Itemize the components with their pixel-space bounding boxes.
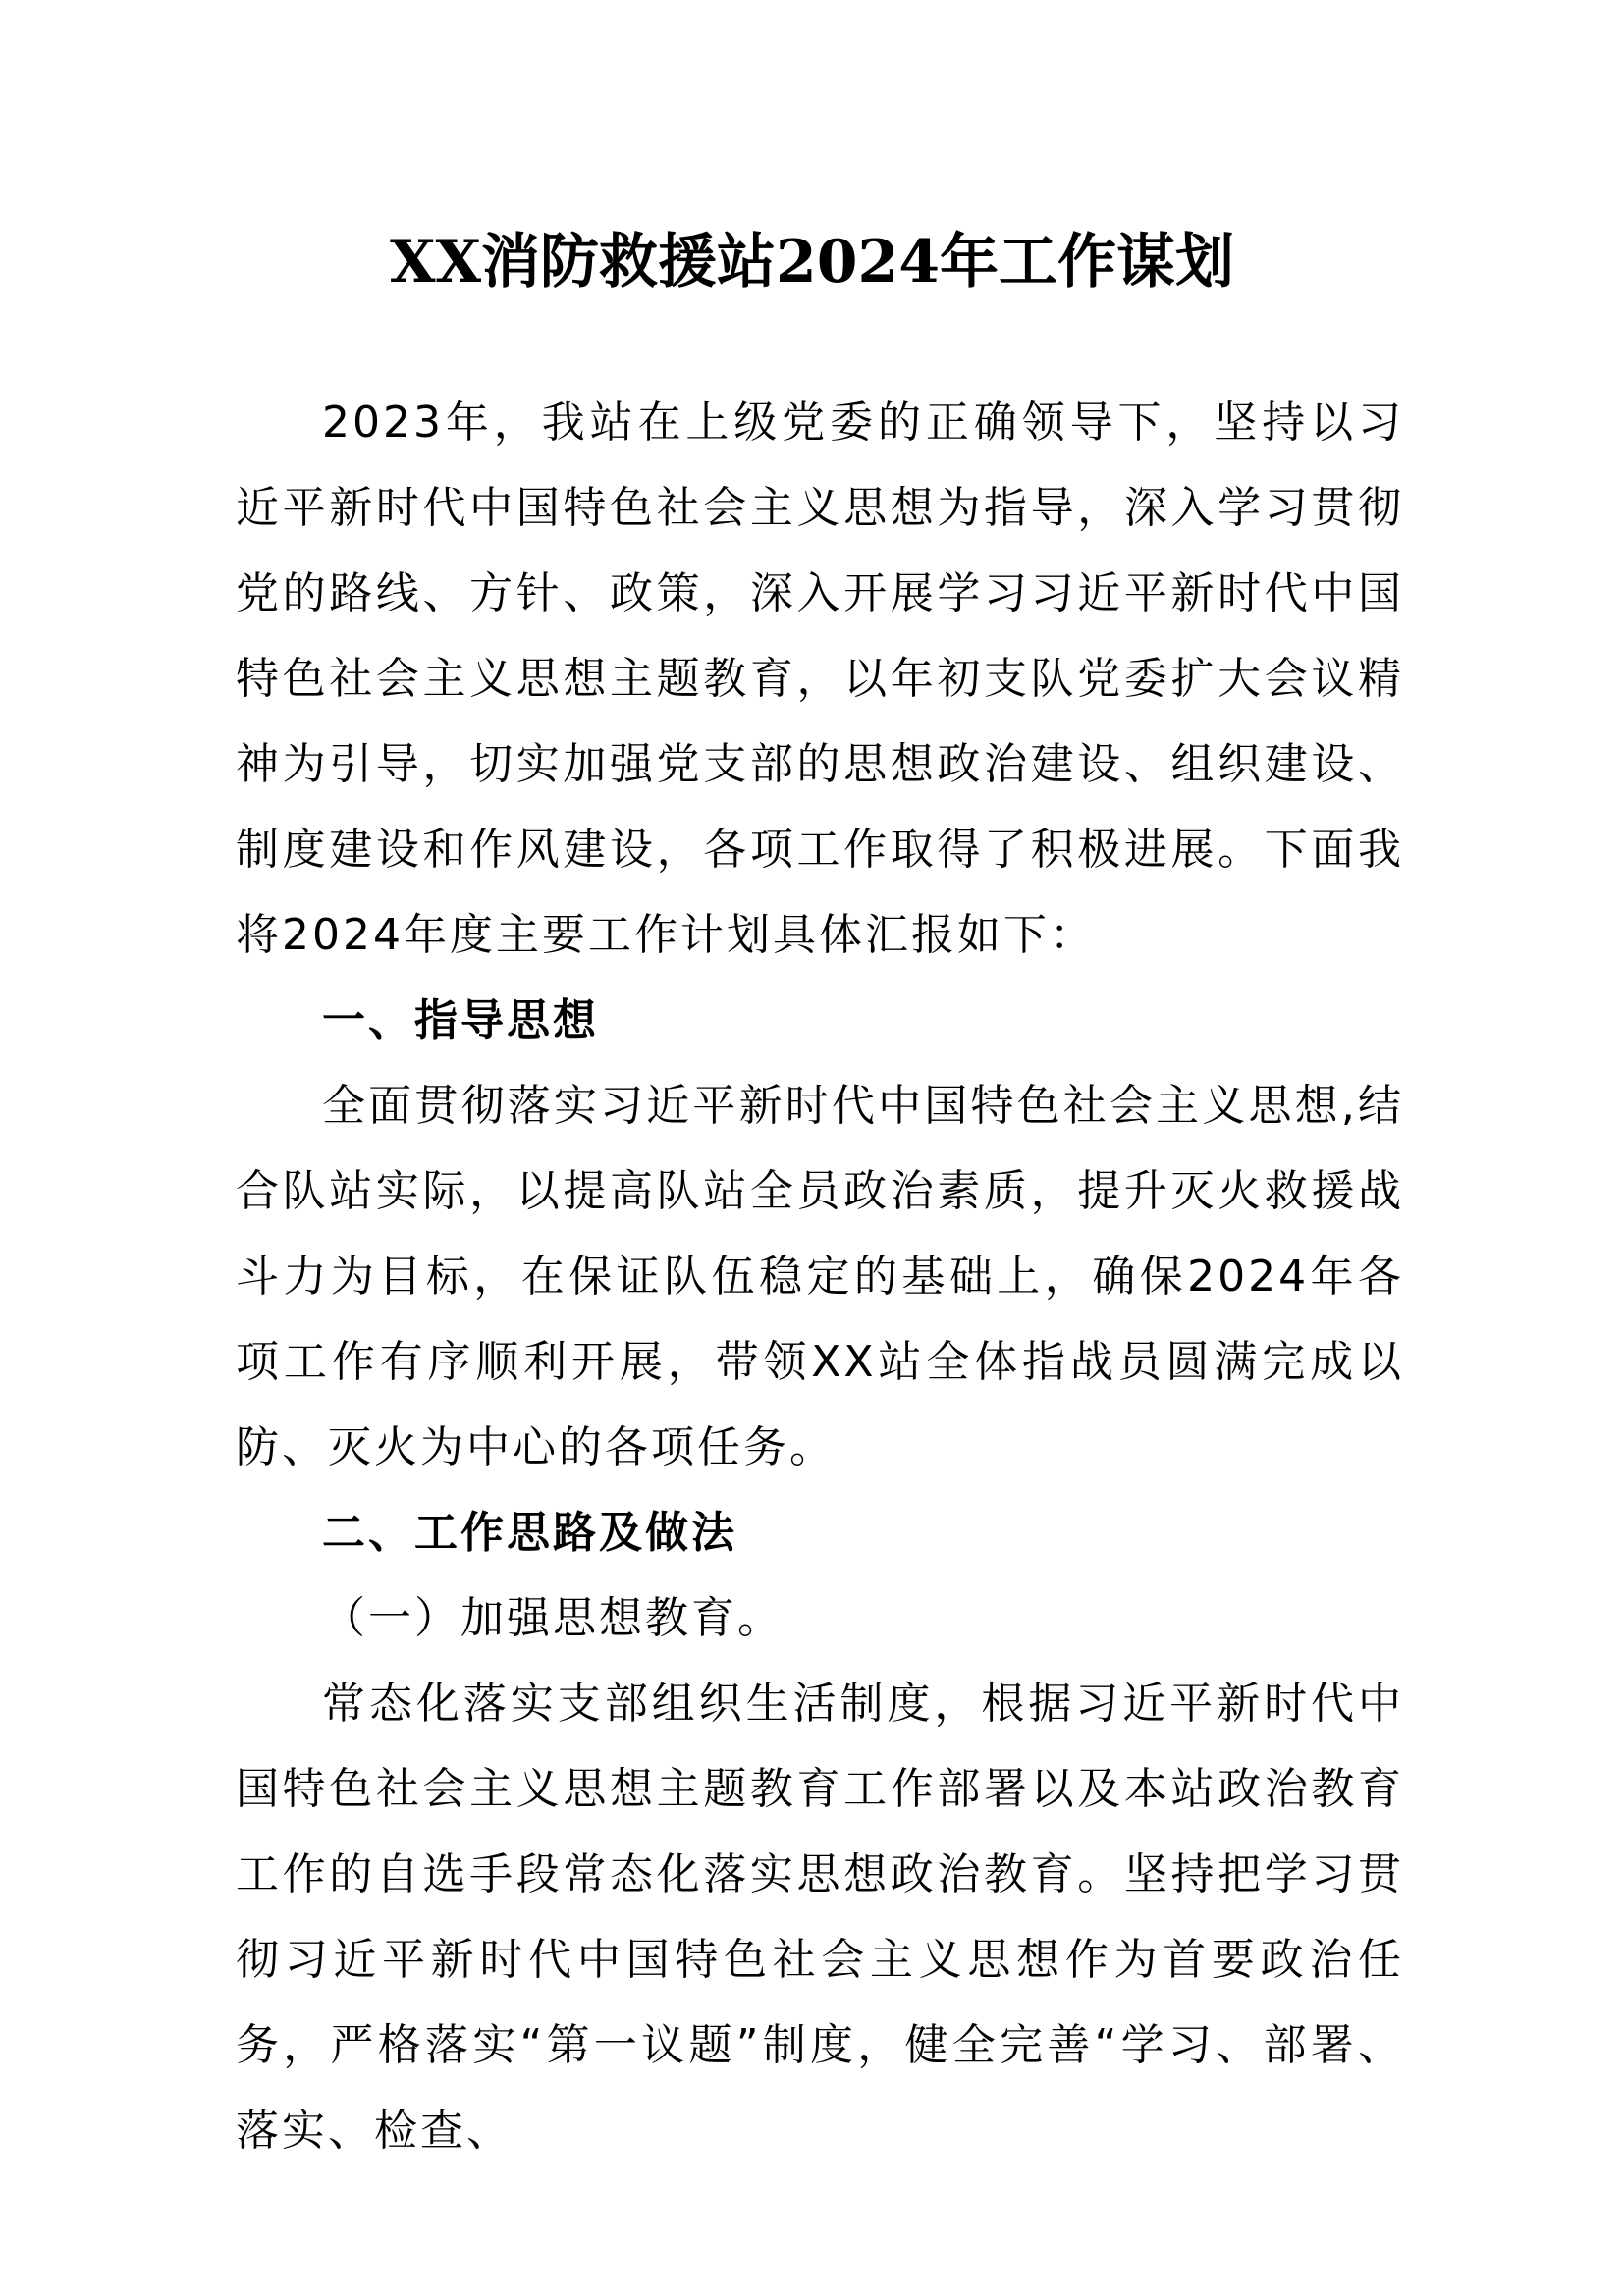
document-body <box>236 380 1404 2173</box>
paragraph-intro: 2023年，我站在上级党委的正确领导下，坚持以习近平新时代中国特色社会主义思想为指导，深入学习贯彻党的路线、方针、政策，深入开展学习习近平新时代中国特色社会主义思想主题教育，以年初支队党委扩大会议精神为引导，切实加强党支部的思想政治建设、组织建设、制度建设和作风建设，各项工作取得了积极进展。下面我将2024年度主要工作计划具体汇报如下： <box>236 398 1404 960</box>
section-heading-guiding-ideology: 一、指导思想 <box>322 995 599 1045</box>
paragraph-guiding-ideology: 全面贯彻落实习近平新时代中国特色社会主义思想,结合队站实际，以提高队站全员政治素质，提升灭火救援战斗力为目标，在保证队伍稳定的基础上，确保2024年各项工作有序顺利开展，带领XX站全体指战员圆满完成以防、灭火为中心的各项任务。 <box>236 1081 1404 1472</box>
document-title: XX消防救援站2024年工作谋划 <box>389 228 1235 296</box>
section-heading-work-approach: 二、工作思路及做法 <box>322 1508 737 1558</box>
sub-heading-ideological-education: （一）加强思想教育。 <box>322 1593 784 1643</box>
paragraph-ideological-education: 常态化落实支部组织生活制度，根据习近平新时代中国特色社会主义思想主题教育工作部署以及本站政治教育工作的自选手段常态化落实思想政治教育。坚持把学习贯彻习近平新时代中国特色社会主义思想作为首要政治任务，严格落实“第一议题”制度，健全完善“学习、部署、落实、检查、 <box>236 1679 1404 2156</box>
